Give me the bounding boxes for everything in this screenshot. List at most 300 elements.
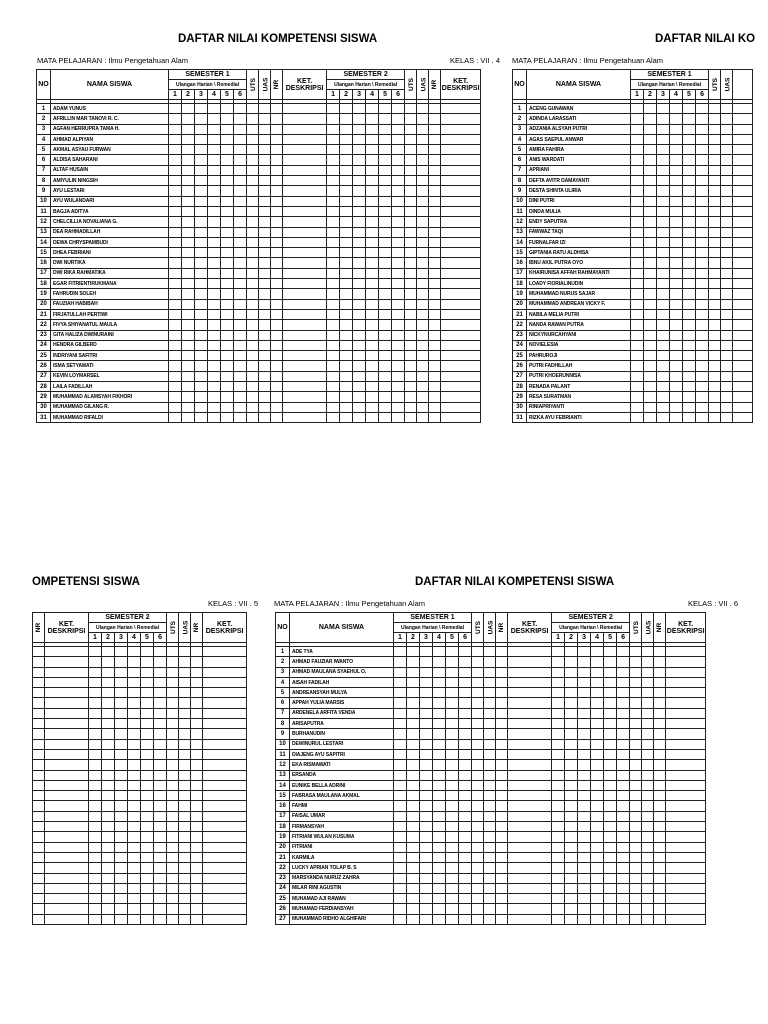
grade-cell[interactable] — [379, 279, 392, 289]
grade-cell[interactable] — [472, 801, 484, 811]
grade-cell[interactable] — [283, 104, 327, 114]
grade-cell[interactable] — [417, 268, 429, 278]
grade-cell[interactable] — [446, 863, 459, 873]
grade-cell[interactable] — [169, 114, 182, 124]
grade-cell[interactable] — [128, 647, 141, 657]
grade-cell[interactable] — [642, 719, 654, 729]
grade-cell[interactable] — [102, 863, 115, 873]
grade-cell[interactable] — [666, 842, 706, 852]
grade-cell[interactable] — [666, 852, 706, 862]
grade-cell[interactable] — [191, 863, 203, 873]
grade-cell[interactable] — [208, 104, 221, 114]
grade-cell[interactable] — [617, 801, 630, 811]
grade-cell[interactable] — [169, 134, 182, 144]
grade-cell[interactable] — [169, 165, 182, 175]
grade-cell[interactable] — [182, 340, 195, 350]
grade-cell[interactable] — [167, 688, 179, 698]
grade-cell[interactable] — [89, 883, 102, 893]
grade-cell[interactable] — [459, 791, 472, 801]
grade-cell[interactable] — [154, 739, 167, 749]
grade-cell[interactable] — [642, 688, 654, 698]
grade-cell[interactable] — [654, 842, 666, 852]
grade-cell[interactable] — [208, 299, 221, 309]
grade-cell[interactable] — [441, 134, 481, 144]
grade-cell[interactable] — [392, 340, 405, 350]
grade-cell[interactable] — [45, 842, 89, 852]
grade-cell[interactable] — [89, 873, 102, 883]
grade-cell[interactable] — [179, 688, 191, 698]
grade-cell[interactable] — [45, 873, 89, 883]
grade-cell[interactable] — [392, 134, 405, 144]
grade-cell[interactable] — [340, 340, 353, 350]
grade-cell[interactable] — [617, 822, 630, 832]
grade-cell[interactable] — [203, 657, 247, 667]
grade-cell[interactable] — [642, 677, 654, 687]
grade-cell[interactable] — [484, 698, 496, 708]
grade-cell[interactable] — [617, 729, 630, 739]
grade-cell[interactable] — [429, 402, 441, 412]
grade-cell[interactable] — [89, 811, 102, 821]
grade-cell[interactable] — [353, 382, 366, 392]
grade-cell[interactable] — [604, 914, 617, 924]
grade-cell[interactable] — [327, 361, 340, 371]
grade-cell[interactable] — [195, 196, 208, 206]
grade-cell[interactable] — [394, 677, 407, 687]
grade-cell[interactable] — [617, 873, 630, 883]
grade-cell[interactable] — [642, 822, 654, 832]
grade-cell[interactable] — [379, 299, 392, 309]
grade-cell[interactable] — [405, 361, 417, 371]
grade-cell[interactable] — [417, 330, 429, 340]
grade-cell[interactable] — [666, 719, 706, 729]
grade-cell[interactable] — [45, 708, 89, 718]
grade-cell[interactable] — [283, 309, 327, 319]
grade-cell[interactable] — [33, 667, 45, 677]
grade-cell[interactable] — [141, 719, 154, 729]
grade-cell[interactable] — [657, 412, 670, 422]
grade-cell[interactable] — [709, 279, 721, 289]
grade-cell[interactable] — [283, 227, 327, 237]
grade-cell[interactable] — [441, 309, 481, 319]
grade-cell[interactable] — [208, 412, 221, 422]
grade-cell[interactable] — [552, 708, 565, 718]
grade-cell[interactable] — [379, 206, 392, 216]
grade-cell[interactable] — [221, 402, 234, 412]
grade-cell[interactable] — [353, 412, 366, 422]
grade-cell[interactable] — [234, 227, 247, 237]
grade-cell[interactable] — [441, 248, 481, 258]
grade-cell[interactable] — [141, 801, 154, 811]
grade-cell[interactable] — [644, 186, 657, 196]
grade-cell[interactable] — [353, 165, 366, 175]
grade-cell[interactable] — [366, 289, 379, 299]
grade-cell[interactable] — [115, 801, 128, 811]
grade-cell[interactable] — [683, 402, 696, 412]
grade-cell[interactable] — [45, 780, 89, 790]
grade-cell[interactable] — [340, 155, 353, 165]
grade-cell[interactable] — [441, 351, 481, 361]
grade-cell[interactable] — [666, 708, 706, 718]
grade-cell[interactable] — [407, 822, 420, 832]
grade-cell[interactable] — [565, 883, 578, 893]
grade-cell[interactable] — [441, 186, 481, 196]
grade-cell[interactable] — [259, 268, 271, 278]
grade-cell[interactable] — [631, 237, 644, 247]
grade-cell[interactable] — [154, 873, 167, 883]
grade-cell[interactable] — [405, 155, 417, 165]
grade-cell[interactable] — [552, 791, 565, 801]
grade-cell[interactable] — [578, 822, 591, 832]
grade-cell[interactable] — [283, 134, 327, 144]
grade-cell[interactable] — [446, 698, 459, 708]
grade-cell[interactable] — [657, 155, 670, 165]
grade-cell[interactable] — [182, 268, 195, 278]
grade-cell[interactable] — [195, 248, 208, 258]
grade-cell[interactable] — [182, 176, 195, 186]
grade-cell[interactable] — [441, 361, 481, 371]
grade-cell[interactable] — [446, 832, 459, 842]
grade-cell[interactable] — [283, 402, 327, 412]
grade-cell[interactable] — [271, 104, 283, 114]
grade-cell[interactable] — [179, 832, 191, 842]
grade-cell[interactable] — [154, 832, 167, 842]
grade-cell[interactable] — [420, 780, 433, 790]
grade-cell[interactable] — [366, 309, 379, 319]
grade-cell[interactable] — [446, 667, 459, 677]
grade-cell[interactable] — [496, 657, 508, 667]
grade-cell[interactable] — [89, 657, 102, 667]
grade-cell[interactable] — [234, 299, 247, 309]
grade-cell[interactable] — [102, 873, 115, 883]
grade-cell[interactable] — [221, 351, 234, 361]
grade-cell[interactable] — [644, 289, 657, 299]
grade-cell[interactable] — [709, 289, 721, 299]
grade-cell[interactable] — [642, 904, 654, 914]
grade-cell[interactable] — [141, 811, 154, 821]
grade-cell[interactable] — [670, 206, 683, 216]
grade-cell[interactable] — [630, 914, 642, 924]
grade-cell[interactable] — [234, 351, 247, 361]
grade-cell[interactable] — [591, 791, 604, 801]
grade-cell[interactable] — [683, 196, 696, 206]
grade-cell[interactable] — [696, 155, 709, 165]
grade-cell[interactable] — [484, 883, 496, 893]
grade-cell[interactable] — [191, 780, 203, 790]
grade-cell[interactable] — [721, 382, 733, 392]
grade-cell[interactable] — [591, 832, 604, 842]
grade-cell[interactable] — [508, 698, 552, 708]
grade-cell[interactable] — [670, 402, 683, 412]
grade-cell[interactable] — [115, 698, 128, 708]
grade-cell[interactable] — [709, 392, 721, 402]
grade-cell[interactable] — [366, 124, 379, 134]
grade-cell[interactable] — [379, 330, 392, 340]
grade-cell[interactable] — [508, 914, 552, 924]
grade-cell[interactable] — [721, 330, 733, 340]
grade-cell[interactable] — [89, 914, 102, 924]
grade-cell[interactable] — [709, 340, 721, 350]
grade-cell[interactable] — [683, 361, 696, 371]
grade-cell[interactable] — [353, 134, 366, 144]
grade-cell[interactable] — [208, 330, 221, 340]
grade-cell[interactable] — [366, 165, 379, 175]
grade-cell[interactable] — [102, 811, 115, 821]
grade-cell[interactable] — [102, 914, 115, 924]
grade-cell[interactable] — [631, 361, 644, 371]
grade-cell[interactable] — [182, 248, 195, 258]
grade-cell[interactable] — [271, 237, 283, 247]
grade-cell[interactable] — [271, 227, 283, 237]
grade-cell[interactable] — [102, 729, 115, 739]
grade-cell[interactable] — [128, 822, 141, 832]
grade-cell[interactable] — [327, 114, 340, 124]
grade-cell[interactable] — [666, 729, 706, 739]
grade-cell[interactable] — [472, 780, 484, 790]
grade-cell[interactable] — [508, 801, 552, 811]
grade-cell[interactable] — [657, 382, 670, 392]
grade-cell[interactable] — [508, 729, 552, 739]
grade-cell[interactable] — [407, 729, 420, 739]
grade-cell[interactable] — [379, 217, 392, 227]
grade-cell[interactable] — [420, 647, 433, 657]
grade-cell[interactable] — [208, 186, 221, 196]
grade-cell[interactable] — [446, 677, 459, 687]
grade-cell[interactable] — [169, 361, 182, 371]
grade-cell[interactable] — [340, 227, 353, 237]
grade-cell[interactable] — [327, 258, 340, 268]
grade-cell[interactable] — [340, 258, 353, 268]
grade-cell[interactable] — [657, 371, 670, 381]
grade-cell[interactable] — [666, 677, 706, 687]
grade-cell[interactable] — [353, 237, 366, 247]
grade-cell[interactable] — [441, 237, 481, 247]
grade-cell[interactable] — [115, 873, 128, 883]
grade-cell[interactable] — [259, 114, 271, 124]
grade-cell[interactable] — [578, 852, 591, 862]
grade-cell[interactable] — [259, 392, 271, 402]
grade-cell[interactable] — [484, 647, 496, 657]
grade-cell[interactable] — [247, 134, 259, 144]
grade-cell[interactable] — [709, 371, 721, 381]
grade-cell[interactable] — [203, 760, 247, 770]
grade-cell[interactable] — [394, 832, 407, 842]
grade-cell[interactable] — [433, 647, 446, 657]
grade-cell[interactable] — [657, 320, 670, 330]
grade-cell[interactable] — [379, 237, 392, 247]
grade-cell[interactable] — [417, 309, 429, 319]
grade-cell[interactable] — [234, 279, 247, 289]
grade-cell[interactable] — [631, 145, 644, 155]
grade-cell[interactable] — [195, 217, 208, 227]
grade-cell[interactable] — [484, 780, 496, 790]
grade-cell[interactable] — [208, 237, 221, 247]
grade-cell[interactable] — [283, 299, 327, 309]
grade-cell[interactable] — [247, 114, 259, 124]
grade-cell[interactable] — [733, 114, 753, 124]
grade-cell[interactable] — [128, 770, 141, 780]
grade-cell[interactable] — [617, 811, 630, 821]
grade-cell[interactable] — [203, 677, 247, 687]
grade-cell[interactable] — [591, 894, 604, 904]
grade-cell[interactable] — [366, 155, 379, 165]
grade-cell[interactable] — [666, 749, 706, 759]
grade-cell[interactable] — [392, 361, 405, 371]
grade-cell[interactable] — [631, 217, 644, 227]
grade-cell[interactable] — [203, 749, 247, 759]
grade-cell[interactable] — [407, 719, 420, 729]
grade-cell[interactable] — [733, 268, 753, 278]
grade-cell[interactable] — [617, 883, 630, 893]
grade-cell[interactable] — [33, 729, 45, 739]
grade-cell[interactable] — [484, 770, 496, 780]
grade-cell[interactable] — [459, 698, 472, 708]
grade-cell[interactable] — [631, 124, 644, 134]
grade-cell[interactable] — [208, 309, 221, 319]
grade-cell[interactable] — [420, 894, 433, 904]
grade-cell[interactable] — [565, 657, 578, 667]
grade-cell[interactable] — [630, 688, 642, 698]
grade-cell[interactable] — [642, 770, 654, 780]
grade-cell[interactable] — [379, 176, 392, 186]
grade-cell[interactable] — [247, 371, 259, 381]
grade-cell[interactable] — [154, 677, 167, 687]
grade-cell[interactable] — [472, 749, 484, 759]
grade-cell[interactable] — [446, 801, 459, 811]
grade-cell[interactable] — [392, 114, 405, 124]
grade-cell[interactable] — [472, 739, 484, 749]
grade-cell[interactable] — [195, 299, 208, 309]
grade-cell[interactable] — [407, 760, 420, 770]
grade-cell[interactable] — [604, 863, 617, 873]
grade-cell[interactable] — [271, 114, 283, 124]
grade-cell[interactable] — [366, 227, 379, 237]
grade-cell[interactable] — [208, 361, 221, 371]
grade-cell[interactable] — [115, 904, 128, 914]
grade-cell[interactable] — [259, 279, 271, 289]
grade-cell[interactable] — [484, 852, 496, 862]
grade-cell[interactable] — [417, 155, 429, 165]
grade-cell[interactable] — [721, 309, 733, 319]
grade-cell[interactable] — [327, 165, 340, 175]
grade-cell[interactable] — [617, 647, 630, 657]
grade-cell[interactable] — [591, 811, 604, 821]
grade-cell[interactable] — [578, 883, 591, 893]
grade-cell[interactable] — [644, 217, 657, 227]
grade-cell[interactable] — [631, 186, 644, 196]
grade-cell[interactable] — [696, 258, 709, 268]
grade-cell[interactable] — [420, 688, 433, 698]
grade-cell[interactable] — [353, 289, 366, 299]
grade-cell[interactable] — [484, 914, 496, 924]
grade-cell[interactable] — [340, 351, 353, 361]
grade-cell[interactable] — [169, 279, 182, 289]
grade-cell[interactable] — [271, 186, 283, 196]
grade-cell[interactable] — [234, 206, 247, 216]
grade-cell[interactable] — [167, 811, 179, 821]
grade-cell[interactable] — [340, 114, 353, 124]
grade-cell[interactable] — [508, 863, 552, 873]
grade-cell[interactable] — [721, 206, 733, 216]
grade-cell[interactable] — [642, 842, 654, 852]
grade-cell[interactable] — [271, 145, 283, 155]
grade-cell[interactable] — [221, 206, 234, 216]
grade-cell[interactable] — [141, 647, 154, 657]
grade-cell[interactable] — [420, 832, 433, 842]
grade-cell[interactable] — [496, 822, 508, 832]
grade-cell[interactable] — [115, 791, 128, 801]
grade-cell[interactable] — [446, 719, 459, 729]
grade-cell[interactable] — [327, 237, 340, 247]
grade-cell[interactable] — [167, 749, 179, 759]
grade-cell[interactable] — [45, 719, 89, 729]
grade-cell[interactable] — [128, 863, 141, 873]
grade-cell[interactable] — [709, 268, 721, 278]
grade-cell[interactable] — [182, 104, 195, 114]
grade-cell[interactable] — [709, 145, 721, 155]
grade-cell[interactable] — [234, 289, 247, 299]
grade-cell[interactable] — [578, 894, 591, 904]
grade-cell[interactable] — [89, 677, 102, 687]
grade-cell[interactable] — [394, 749, 407, 759]
grade-cell[interactable] — [459, 801, 472, 811]
grade-cell[interactable] — [552, 780, 565, 790]
grade-cell[interactable] — [167, 667, 179, 677]
grade-cell[interactable] — [128, 883, 141, 893]
grade-cell[interactable] — [733, 248, 753, 258]
grade-cell[interactable] — [182, 320, 195, 330]
grade-cell[interactable] — [733, 299, 753, 309]
grade-cell[interactable] — [115, 842, 128, 852]
grade-cell[interactable] — [733, 227, 753, 237]
grade-cell[interactable] — [115, 760, 128, 770]
grade-cell[interactable] — [234, 176, 247, 186]
grade-cell[interactable] — [666, 688, 706, 698]
grade-cell[interactable] — [45, 698, 89, 708]
grade-cell[interactable] — [446, 688, 459, 698]
grade-cell[interactable] — [45, 904, 89, 914]
grade-cell[interactable] — [683, 382, 696, 392]
grade-cell[interactable] — [630, 791, 642, 801]
grade-cell[interactable] — [247, 155, 259, 165]
grade-cell[interactable] — [484, 801, 496, 811]
grade-cell[interactable] — [353, 309, 366, 319]
grade-cell[interactable] — [169, 330, 182, 340]
grade-cell[interactable] — [696, 104, 709, 114]
grade-cell[interactable] — [102, 883, 115, 893]
grade-cell[interactable] — [644, 114, 657, 124]
grade-cell[interactable] — [417, 124, 429, 134]
grade-cell[interactable] — [221, 289, 234, 299]
grade-cell[interactable] — [420, 801, 433, 811]
grade-cell[interactable] — [208, 176, 221, 186]
grade-cell[interactable] — [271, 382, 283, 392]
grade-cell[interactable] — [283, 248, 327, 258]
grade-cell[interactable] — [182, 114, 195, 124]
grade-cell[interactable] — [102, 832, 115, 842]
grade-cell[interactable] — [472, 894, 484, 904]
grade-cell[interactable] — [353, 155, 366, 165]
grade-cell[interactable] — [405, 382, 417, 392]
grade-cell[interactable] — [552, 914, 565, 924]
grade-cell[interactable] — [552, 801, 565, 811]
grade-cell[interactable] — [630, 811, 642, 821]
grade-cell[interactable] — [45, 801, 89, 811]
grade-cell[interactable] — [670, 217, 683, 227]
grade-cell[interactable] — [666, 832, 706, 842]
grade-cell[interactable] — [644, 104, 657, 114]
grade-cell[interactable] — [234, 392, 247, 402]
grade-cell[interactable] — [179, 904, 191, 914]
